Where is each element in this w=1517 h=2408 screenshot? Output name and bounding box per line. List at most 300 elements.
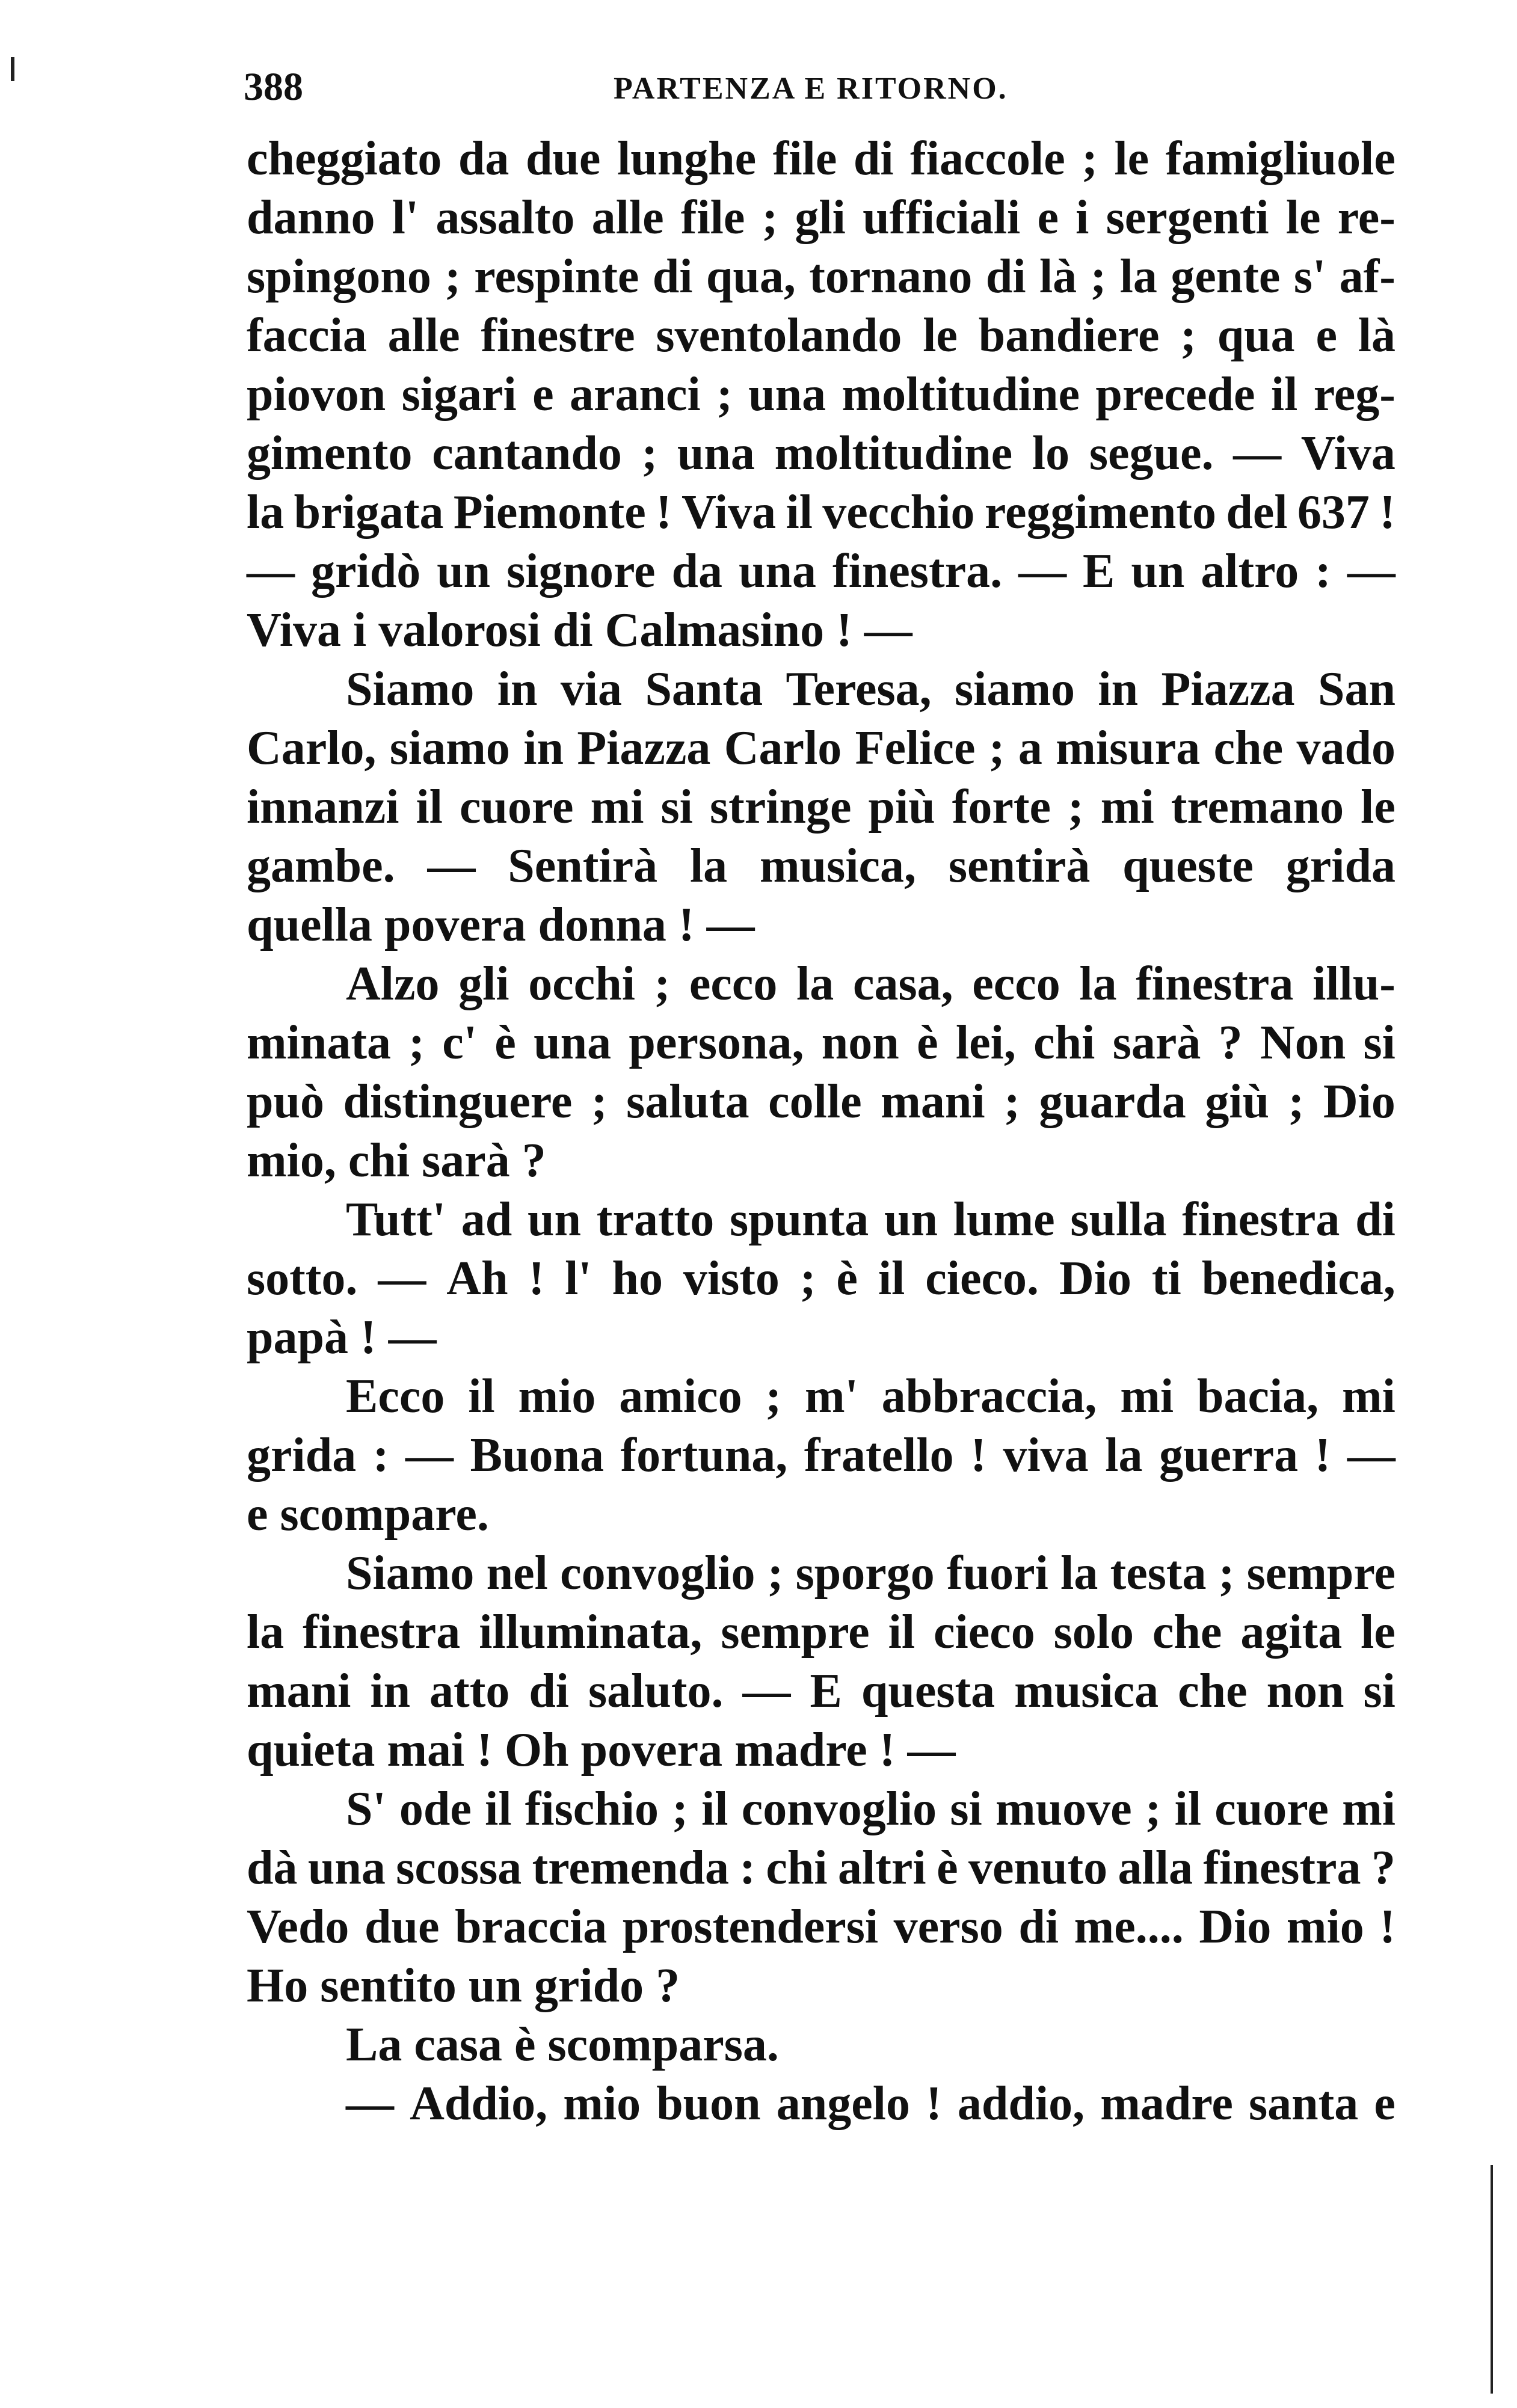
- word: due: [525, 132, 601, 185]
- word: piovon: [247, 368, 386, 421]
- word: c': [442, 1016, 477, 1069]
- word: qua: [1217, 309, 1295, 362]
- word: non: [821, 1016, 899, 1069]
- word: una: [534, 1016, 612, 1069]
- word: il: [888, 1606, 915, 1659]
- word: re-: [1337, 191, 1395, 244]
- word: Non: [1260, 1016, 1346, 1069]
- word: Carlo: [724, 722, 842, 775]
- word: finestra: [1136, 957, 1294, 1010]
- word: ;: [408, 1016, 425, 1069]
- word: :: [372, 1429, 389, 1482]
- word: che: [1213, 722, 1284, 775]
- text-line: [247, 837, 1395, 895]
- text-line: mio, chi sarà ?: [247, 1134, 546, 1187]
- word: madre: [1100, 2077, 1233, 2130]
- word: Ecco: [346, 1370, 445, 1423]
- word: ufficiali: [863, 191, 1021, 244]
- word: mio: [563, 2077, 641, 2130]
- word: sentirà: [948, 840, 1091, 892]
- word: in: [1098, 663, 1139, 716]
- word: grida: [1285, 840, 1395, 892]
- word: lume: [953, 1193, 1055, 1246]
- word: musica,: [760, 840, 916, 892]
- word: respinte: [474, 250, 639, 303]
- word: questa: [861, 1665, 995, 1718]
- word: —: [405, 1429, 454, 1482]
- word: Vedo: [247, 1900, 349, 1953]
- word: —: [346, 2077, 394, 2130]
- word: la: [1060, 1547, 1098, 1600]
- word: sarà: [1112, 1016, 1201, 1069]
- word: siamo: [955, 663, 1075, 716]
- text-line: quieta mai ! Oh povera madre ! —: [247, 1724, 956, 1777]
- word: Piazza: [577, 722, 711, 775]
- word: fiaccole: [910, 132, 1065, 185]
- word: —: [1233, 427, 1282, 480]
- word: dà: [247, 1841, 298, 1894]
- word: s': [1293, 250, 1326, 303]
- word: Dio: [1199, 1900, 1272, 1953]
- word: !: [926, 2077, 942, 2130]
- text-line: [247, 1249, 1395, 1308]
- word: vado: [1296, 722, 1395, 775]
- word: Viva: [1300, 427, 1395, 480]
- word: ;: [654, 957, 671, 1010]
- scan-speck: [11, 57, 14, 81]
- word: a: [1018, 722, 1042, 775]
- word: gente: [1171, 250, 1281, 303]
- word: le: [1361, 781, 1395, 834]
- word: San: [1318, 663, 1395, 716]
- word: ;: [672, 1783, 688, 1835]
- word: testa: [1110, 1547, 1207, 1600]
- text-line: [247, 306, 1395, 365]
- word: illuminata,: [479, 1606, 703, 1659]
- text-line: La casa è scomparsa.: [346, 2018, 779, 2071]
- word: là: [1039, 250, 1077, 303]
- word: una: [677, 427, 755, 480]
- word: muove: [995, 1783, 1132, 1835]
- text-line: [247, 1780, 1395, 1838]
- text-line: [247, 778, 1395, 837]
- word: —: [427, 840, 476, 892]
- word: brigata: [294, 486, 444, 539]
- text-line: [247, 188, 1395, 247]
- word: signore: [506, 545, 656, 598]
- word: reg-: [1313, 368, 1395, 421]
- word: ;: [1090, 250, 1107, 303]
- word: mani: [881, 1075, 985, 1128]
- word: finestre: [481, 309, 635, 362]
- word: —: [247, 545, 295, 598]
- word: cieco.: [925, 1252, 1039, 1305]
- word: due: [365, 1900, 440, 1953]
- word: faccia: [247, 309, 367, 362]
- word: alle: [591, 191, 664, 244]
- word: gridò: [310, 545, 421, 598]
- word: Buona: [470, 1429, 604, 1482]
- word: altri: [838, 1841, 926, 1894]
- word: il: [485, 1783, 512, 1835]
- text-line: quella povera donna ! —: [247, 898, 755, 951]
- word: finestra: [303, 1606, 461, 1659]
- word: occhi: [528, 957, 635, 1010]
- word: e: [532, 368, 554, 421]
- word: da: [458, 132, 509, 185]
- word: me....: [1074, 1900, 1184, 1953]
- word: la: [1079, 957, 1117, 1010]
- word: visto: [683, 1252, 780, 1305]
- word: innanzi: [247, 781, 399, 834]
- word: ;: [765, 1370, 782, 1423]
- word: bacia,: [1196, 1370, 1319, 1423]
- text-line: [247, 1662, 1395, 1721]
- word: chi: [766, 1841, 828, 1894]
- word: ;: [641, 427, 658, 480]
- word: casa,: [852, 957, 953, 1010]
- word: sempre: [1246, 1547, 1395, 1600]
- word: e: [1315, 309, 1337, 362]
- word: da: [671, 545, 723, 598]
- word: prostendersi: [622, 1900, 879, 1953]
- word: mi: [1120, 1370, 1174, 1423]
- word: Carlo,: [247, 722, 377, 775]
- text-line: [247, 1072, 1395, 1131]
- word: le: [1114, 132, 1149, 185]
- text-line: [247, 1603, 1395, 1662]
- text-line: [247, 1544, 1395, 1603]
- word: saluta: [626, 1075, 749, 1128]
- word: —: [742, 1665, 791, 1718]
- running-title: PARTENZA E RITORNO.: [614, 72, 1008, 106]
- word: Sentirà: [508, 840, 658, 892]
- word: finestra.: [832, 545, 1003, 598]
- text-line: [247, 1190, 1395, 1249]
- word: di: [1018, 1900, 1059, 1953]
- word: gli: [458, 957, 509, 1010]
- word: il: [878, 1252, 905, 1305]
- word: un: [437, 545, 491, 598]
- word: di: [1355, 1193, 1395, 1246]
- word: —: [1347, 545, 1395, 598]
- word: mi: [1342, 1783, 1395, 1835]
- text-line: [247, 1426, 1395, 1485]
- word: m': [804, 1370, 858, 1423]
- word: ;: [1218, 1547, 1235, 1600]
- word: le: [1361, 1606, 1395, 1659]
- word: sotto.: [247, 1252, 358, 1305]
- word: ode: [399, 1783, 472, 1835]
- word: amico: [619, 1370, 742, 1423]
- word: spunta: [730, 1193, 869, 1246]
- word: bandiere: [978, 309, 1160, 362]
- word: del: [1226, 486, 1288, 539]
- word: una: [748, 368, 826, 421]
- word: moltitudine: [842, 368, 1080, 421]
- word: guerra: [1159, 1429, 1299, 1482]
- word: af-: [1339, 250, 1395, 303]
- word: è: [494, 1016, 516, 1069]
- word: la: [247, 1606, 285, 1659]
- word: ecco: [972, 957, 1060, 1010]
- word: sulla: [1070, 1193, 1167, 1246]
- word: chi: [1033, 1016, 1095, 1069]
- word: un: [884, 1193, 938, 1246]
- word: musica: [1014, 1665, 1159, 1718]
- word: mio: [1286, 1900, 1364, 1953]
- word: ;: [1004, 1075, 1020, 1128]
- word: fuori: [947, 1547, 1048, 1600]
- word: Siamo: [346, 663, 475, 716]
- word: è: [937, 1841, 958, 1894]
- word: moltitudine: [774, 427, 1013, 480]
- word: cieco: [933, 1606, 1035, 1659]
- word: è: [917, 1016, 938, 1069]
- word: lo: [1032, 427, 1070, 480]
- word: ti: [1151, 1252, 1181, 1305]
- word: sigari: [401, 368, 517, 421]
- word: distinguere: [343, 1075, 573, 1128]
- word: Siamo: [346, 1547, 475, 1600]
- word: in: [370, 1665, 411, 1718]
- word: le: [923, 309, 958, 362]
- word: ;: [762, 191, 778, 244]
- word: qua,: [706, 250, 796, 303]
- word: un: [528, 1193, 582, 1246]
- word: una: [738, 545, 816, 598]
- word: Ah: [446, 1252, 508, 1305]
- word: di: [853, 132, 894, 185]
- word: mani: [247, 1665, 351, 1718]
- running-head: [244, 60, 1386, 114]
- word: aranci: [569, 368, 701, 421]
- word: ecco: [689, 957, 778, 1010]
- word: Teresa,: [786, 663, 932, 716]
- word: si: [950, 1783, 982, 1835]
- word: stringe: [709, 781, 852, 834]
- word: di: [529, 1665, 570, 1718]
- word: là: [1358, 309, 1395, 362]
- word: —: [378, 1252, 426, 1305]
- word: convoglio: [741, 1783, 937, 1835]
- word: ?: [1218, 1016, 1243, 1069]
- word: saluto.: [588, 1665, 724, 1718]
- word: !: [656, 486, 672, 539]
- text-line: papà ! —: [247, 1311, 437, 1364]
- word: la: [796, 957, 834, 1010]
- word: vecchio: [822, 486, 975, 539]
- word: l': [565, 1252, 592, 1305]
- word: in: [523, 722, 564, 775]
- word: gimento: [247, 427, 413, 480]
- word: !: [528, 1252, 545, 1305]
- word: tornano: [809, 250, 973, 303]
- word: convoglio: [560, 1547, 755, 1600]
- word: tremenda: [532, 1841, 729, 1894]
- word: alla: [1118, 1841, 1193, 1894]
- word: abbraccia,: [881, 1370, 1097, 1423]
- word: ;: [1180, 309, 1196, 362]
- word: danno: [247, 191, 375, 244]
- word: ;: [1082, 132, 1098, 185]
- word: :: [739, 1841, 755, 1894]
- word: misura: [1056, 722, 1201, 775]
- word: siamo: [389, 722, 510, 775]
- word: e: [1374, 2077, 1395, 2130]
- word: via: [560, 663, 623, 716]
- word: cheggiato: [247, 132, 442, 185]
- word: fratello: [804, 1429, 954, 1482]
- word: ;: [988, 722, 1005, 775]
- word: sporgo: [795, 1547, 935, 1600]
- word: lunghe: [617, 132, 757, 185]
- scan-edge-mark: [1491, 2165, 1493, 2394]
- word: la: [689, 840, 728, 892]
- word: le: [1285, 191, 1321, 244]
- word: ;: [1288, 1075, 1305, 1128]
- word: guarda: [1039, 1075, 1186, 1128]
- word: atto: [429, 1665, 510, 1718]
- word: E: [810, 1665, 842, 1718]
- word: venuto: [968, 1841, 1108, 1894]
- word: di: [652, 250, 693, 303]
- text-line: [247, 129, 1395, 188]
- word: benedica,: [1201, 1252, 1395, 1305]
- word: giù: [1205, 1075, 1270, 1128]
- word: illu-: [1312, 957, 1395, 1010]
- word: un: [1131, 545, 1185, 598]
- word: l': [392, 191, 419, 244]
- text-line: [247, 2074, 1395, 2133]
- body-text: [247, 129, 1395, 2133]
- word: finestra: [1182, 1193, 1340, 1246]
- word: fortuna,: [620, 1429, 788, 1482]
- word: ;: [716, 368, 733, 421]
- text-line: Viva i valorosi di Calmasino ! —: [247, 604, 912, 657]
- word: santa: [1249, 2077, 1359, 2130]
- word: ;: [1145, 1783, 1162, 1835]
- text-line: [247, 483, 1395, 542]
- word: i: [1075, 191, 1089, 244]
- word: il: [786, 486, 813, 539]
- word: ;: [591, 1075, 608, 1128]
- word: colle: [768, 1075, 862, 1128]
- word: :: [1315, 545, 1331, 598]
- word: famigliuole: [1165, 132, 1395, 185]
- word: S': [346, 1783, 386, 1835]
- word: viva: [1003, 1429, 1089, 1482]
- word: mi: [1100, 781, 1154, 834]
- word: addio,: [957, 2077, 1085, 2130]
- word: grida: [247, 1429, 357, 1482]
- text-line: [247, 954, 1395, 1013]
- word: !: [1314, 1429, 1331, 1482]
- word: cuore: [459, 781, 574, 834]
- word: ?: [1371, 1841, 1395, 1894]
- word: mi: [590, 781, 644, 834]
- word: il: [1270, 368, 1298, 421]
- word: mi: [1342, 1370, 1395, 1423]
- text-line: [247, 1897, 1395, 1956]
- text-line: [247, 247, 1395, 306]
- word: reggimento: [984, 486, 1216, 539]
- word: sventolando: [656, 309, 902, 362]
- word: Santa: [645, 663, 763, 716]
- word: lei,: [955, 1016, 1016, 1069]
- word: queste: [1122, 840, 1254, 892]
- word: alle: [387, 309, 460, 362]
- word: può: [247, 1075, 324, 1128]
- word: cantando: [432, 427, 622, 480]
- word: braccia: [455, 1900, 608, 1953]
- word: Piemonte: [453, 486, 646, 539]
- word: persona,: [629, 1016, 804, 1069]
- page-number: 388: [244, 65, 303, 109]
- word: forte: [952, 781, 1051, 834]
- word: ;: [767, 1547, 784, 1600]
- word: Dio: [1323, 1075, 1395, 1128]
- text-line: [247, 719, 1395, 778]
- word: file: [680, 191, 745, 244]
- text-line: [247, 1013, 1395, 1072]
- word: angelo: [776, 2077, 911, 2130]
- word: verso: [893, 1900, 1003, 1953]
- word: sempre: [721, 1606, 870, 1659]
- word: in: [497, 663, 538, 716]
- word: ad: [461, 1193, 512, 1246]
- word: Dio: [1059, 1252, 1131, 1305]
- word: —: [1018, 545, 1067, 598]
- word: 637: [1297, 486, 1370, 539]
- word: solo: [1053, 1606, 1134, 1659]
- text-line: [247, 1367, 1395, 1426]
- text-line: [247, 424, 1395, 483]
- word: tremano: [1171, 781, 1344, 834]
- word: E: [1083, 545, 1115, 598]
- text-line: [247, 660, 1395, 719]
- word: il: [1174, 1783, 1202, 1835]
- word: si: [1363, 1016, 1395, 1069]
- word: —: [1347, 1429, 1395, 1482]
- word: file: [772, 132, 837, 185]
- word: si: [1363, 1665, 1395, 1718]
- word: !: [1379, 486, 1395, 539]
- word: finestra: [1203, 1841, 1361, 1894]
- word: minata: [247, 1016, 391, 1069]
- word: la: [1119, 250, 1157, 303]
- word: !: [970, 1429, 986, 1482]
- text-line: e scompare.: [247, 1488, 489, 1541]
- word: Addio,: [410, 2077, 548, 2130]
- word: precede: [1095, 368, 1255, 421]
- word: è: [836, 1252, 858, 1305]
- word: spingono: [247, 250, 431, 303]
- word: non: [1266, 1665, 1344, 1718]
- word: sergenti: [1106, 191, 1269, 244]
- word: e: [1037, 191, 1059, 244]
- word: fischio: [525, 1783, 659, 1835]
- word: cuore: [1214, 1783, 1329, 1835]
- word: Alzo: [346, 957, 440, 1010]
- word: assalto: [435, 191, 575, 244]
- word: che: [1152, 1606, 1222, 1659]
- text-line: [247, 542, 1395, 601]
- word: più: [868, 781, 935, 834]
- text-line: [247, 365, 1395, 424]
- word: una: [307, 1841, 386, 1894]
- word: la: [247, 486, 285, 539]
